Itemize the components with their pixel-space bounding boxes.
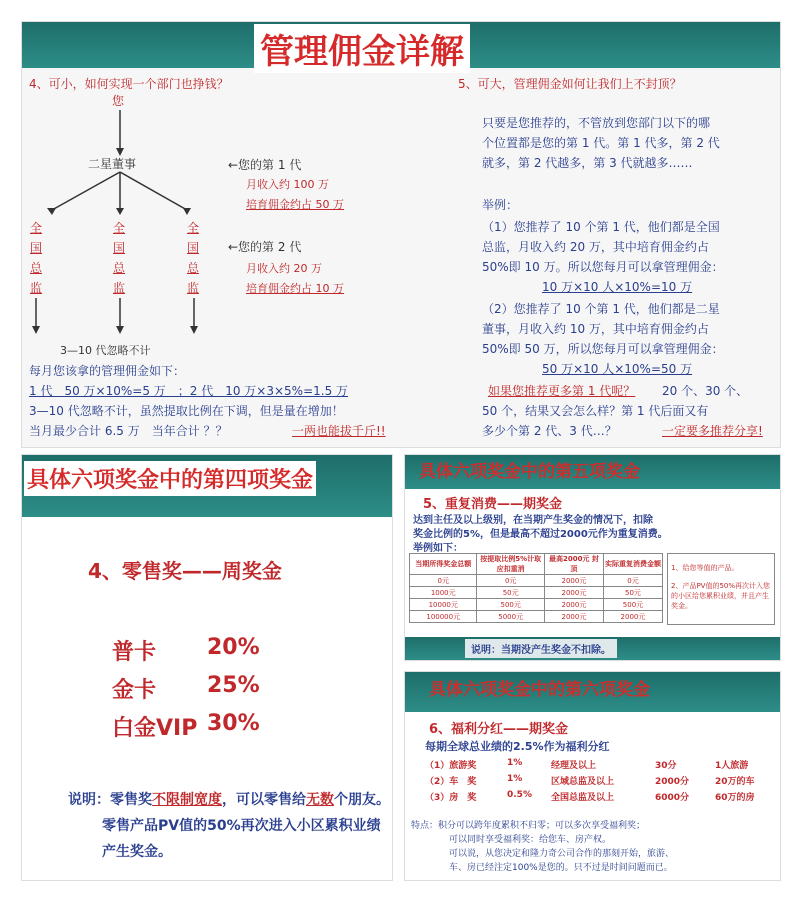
th-2: 按提取比例5%计取应扣重消 [477, 554, 544, 575]
cell: 0元 [477, 575, 544, 587]
you-label: 您 [112, 94, 125, 108]
w-level: 区域总监及以上 [551, 777, 615, 787]
cell: 1000元 [410, 587, 477, 599]
push-slogan: 一定要多推荐分享! [662, 424, 763, 438]
growth-line: 3—10 代忽略不计，虽然提取比例在下调，但是量在增加！ [29, 404, 344, 418]
cell: 5000元 [477, 611, 544, 623]
feature-3: 可以说，从您决定和隆力奇公司合作的那刻开始，旅游、 [449, 849, 675, 859]
note-part-d: 无数 [306, 792, 334, 808]
welfare-title: 具体六项奖金中的第六项奖金 [429, 680, 650, 700]
repeat-subtitle: 5、重复消费——期奖金 [423, 497, 563, 512]
welfare-row-1 [425, 758, 775, 770]
th-3: 最高2000元 封 顶 [544, 554, 603, 575]
gen1-train: 培育佣金约占 50 万 [246, 198, 344, 211]
right-heading: 5、可大，管理佣金如何让我们上不封顶？ [458, 77, 682, 91]
w-level: 全国总监及以上 [551, 793, 615, 803]
welfare-line: 每期全球总业绩的2.5%作为福利分红 [425, 740, 610, 753]
th-1: 当期所得奖金总额 [410, 554, 477, 575]
w-name: （1）旅游奖 [425, 761, 477, 771]
w-reward: 60万的房 [715, 793, 755, 803]
ex1-line-2: 总监，月收入约 20 万，其中培育佣金约占 [482, 240, 709, 254]
feature-2: 可以同时享受福利奖：给您车、房产权。 [449, 835, 612, 845]
w-name: （2）车 奖 [425, 777, 477, 787]
w-pct: 1% [507, 774, 523, 784]
side-2: 2、产品PV值的50%再次计入您的小区给您累积业绩，并且产生奖金。 [671, 582, 771, 610]
ex1-line-1: （1）您推荐了 10 个第 1 代，他们都是全国 [482, 220, 720, 234]
example-label: 举例： [482, 198, 519, 212]
director-node-1: 全国总监 [30, 221, 43, 295]
left-heading: 4、可小，如何实现一个部门也挣钱？ [29, 77, 229, 91]
repeat-title: 具体六项奖金中的第五项奖金 [419, 462, 640, 482]
th-4: 实际重复消费金额 [603, 554, 662, 575]
cell: 0元 [603, 575, 662, 587]
note-part-a: 说明：零售奖 [68, 792, 152, 808]
q1: 如果您推荐更多第 1 代呢？ [488, 384, 636, 398]
repeat-line-2: 奖金比例的5%，但是最高不超过2000元作为重复消费。 [413, 529, 668, 540]
p1-line-3: 就多，第 2 代越多，第 3 代就越多…… [482, 156, 693, 170]
repeat-example: 举例如下： [413, 543, 463, 554]
retail-note-3: 产生奖金。 [102, 844, 172, 860]
cell: 50元 [603, 587, 662, 599]
top-title: 管理佣金详解 [254, 24, 470, 73]
card-pct-1: 20% [207, 635, 260, 660]
welfare-row-3 [425, 790, 775, 802]
cell: 0元 [410, 575, 477, 587]
w-reward: 20万的车 [715, 777, 755, 787]
w-points: 6000分 [655, 793, 690, 803]
gen2-income: 月收入约 20 万 [246, 262, 322, 275]
retail-subtitle: 4、零售奖——周奖金 [88, 559, 282, 583]
table-row [410, 611, 663, 623]
ex2-line-3: 50%即 50 万，所以您每月可以拿管理佣金： [482, 342, 724, 356]
q1-rest: 20 个、30 个、 [662, 384, 749, 398]
welfare-subtitle: 6、福利分红——期奖金 [429, 722, 569, 737]
ex2-line-2: 董事，月收入约 10 万，其中培育佣金约占 [482, 322, 709, 336]
note-part-e: 个朋友。 [334, 792, 390, 808]
card-name-1: 普卡 [112, 640, 157, 665]
ex1-calc: 10 万×10 人×10%=10 万 [542, 280, 693, 294]
cell: 50元 [477, 587, 544, 599]
retail-title: 具体六项奖金中的第四项奖金 [24, 461, 316, 496]
monthly-heading: 每月您该拿的管理佣金如下： [29, 364, 186, 378]
table-row [410, 575, 663, 587]
cell: 2000元 [603, 611, 662, 623]
table-row [410, 587, 663, 599]
card-name-3: 白金VIP [112, 716, 198, 741]
repeat-line-1: 达到主任及以上级别，在当期产生奖金的情况下，扣除 [413, 515, 653, 526]
table-header-row [410, 554, 663, 575]
ex1-line-3: 50%即 10 万。所以您每月可以拿管理佣金： [482, 260, 724, 274]
card-pct-3: 30% [207, 711, 260, 736]
p1-line-1: 只要是您推荐的，不管放到您部门以下的哪 [482, 116, 711, 130]
feature-4: 车、房已经注定100%是您的。只不过是时间问题而已。 [449, 863, 673, 873]
cell: 500元 [603, 599, 662, 611]
retail-note-2: 零售产品PV值的50%再次进入小区累积业绩 [102, 818, 381, 834]
repeat-side-box [667, 553, 775, 625]
q2: 50 个，结果又会怎么样？第 1 代后面又有 [482, 404, 709, 418]
gen1-label: ←您的第 1 代 [228, 158, 302, 172]
gen1-income: 月收入约 100 万 [246, 178, 329, 191]
card-pct-2: 25% [207, 673, 260, 698]
gen2-label: ←您的第 2 代 [228, 240, 302, 254]
welfare-row-2 [425, 774, 775, 786]
retail-slide [22, 455, 392, 880]
gen2-train: 培育佣金约占 10 万 [246, 282, 344, 295]
p1-line-2: 个位置都是您的第 1 代。第 1 代多，第 2 代 [482, 136, 720, 150]
w-pct: 1% [507, 758, 523, 768]
side-1: 1、给您等值的产品。 [671, 564, 739, 572]
note-part-c: ，可以零售给 [222, 792, 306, 808]
welfare-slide [405, 672, 780, 880]
repeat-note: 说明：当期没产生奖金不扣除。 [465, 639, 617, 658]
two-star-node: 二星董事 [88, 157, 137, 171]
cell: 100000元 [410, 611, 477, 623]
w-name: （3）房 奖 [425, 793, 477, 803]
min-line: 当月最少合计 6.5 万 当年合计 ？？ [29, 424, 228, 438]
retail-note-1 [68, 789, 390, 809]
feature-1: 特点：积分可以跨年度累积不归零；可以多次享受福利奖； [411, 821, 646, 831]
cell: 500元 [477, 599, 544, 611]
ignore-note: 3—10 代忽略不计 [60, 344, 151, 357]
cell: 2000元 [544, 599, 603, 611]
calc-line: 1 代 50 万×10%=5 万 ；2 代 10 万×3×5%=1.5 万 [29, 384, 349, 398]
repeat-slide [405, 455, 780, 660]
w-points: 30分 [655, 761, 677, 771]
cell: 10000元 [410, 599, 477, 611]
ex2-calc: 50 万×10 人×10%=50 万 [542, 362, 693, 376]
cell: 2000元 [544, 611, 603, 623]
repeat-table [409, 553, 663, 623]
w-reward: 1人旅游 [715, 761, 749, 771]
cell: 2000元 [544, 587, 603, 599]
table-row [410, 599, 663, 611]
slogan: 一两也能拔千斤!! [292, 424, 386, 438]
w-points: 2000分 [655, 777, 690, 787]
ex2-line-1: （2）您推荐了 10 个第 1 代，他们都是二星 [482, 302, 720, 316]
q3: 多少个第 2 代、3 代…？ [482, 424, 617, 438]
cell: 2000元 [544, 575, 603, 587]
card-name-2: 金卡 [112, 678, 157, 703]
director-node-3: 全国总监 [187, 221, 200, 295]
director-node-2: 全国总监 [113, 221, 126, 295]
top-slide [22, 22, 780, 447]
w-pct: 0.5% [507, 790, 532, 800]
org-tree-lines [22, 22, 422, 382]
note-part-b: 不限制宽度 [152, 792, 222, 808]
w-level: 经理及以上 [551, 761, 597, 771]
